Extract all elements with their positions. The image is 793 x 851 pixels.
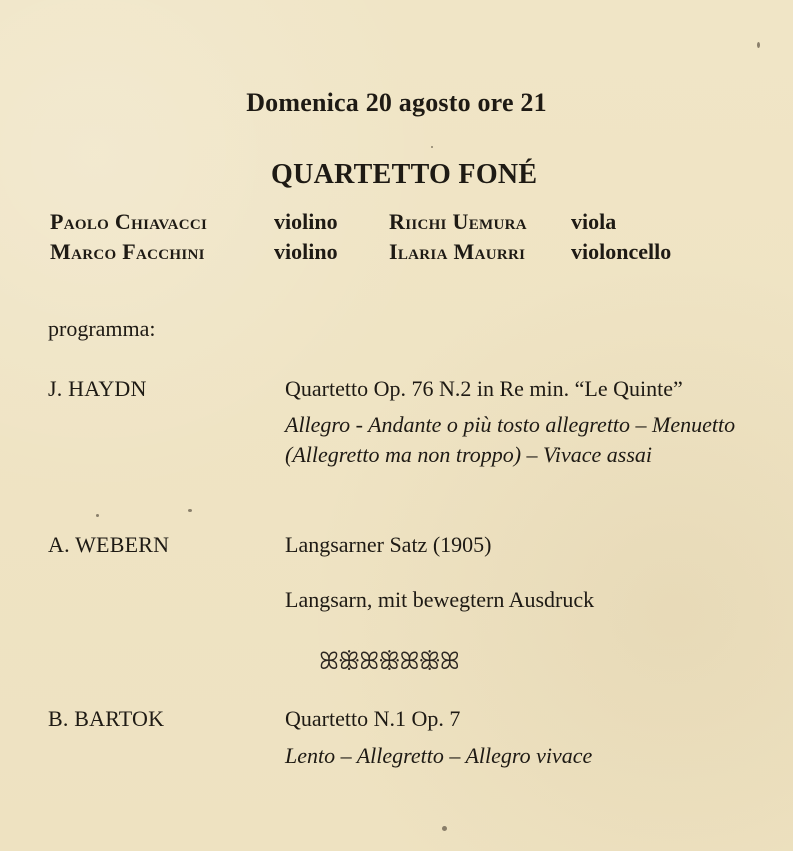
paper-speck	[188, 509, 192, 512]
movements-webern: Langsarn, mit bewegtern Ausdruck	[285, 587, 595, 612]
movements-haydn: Allegro - Andante o più tosto allegretto – Menuetto (Allegretto ma non troppo) – Vivace assai	[285, 412, 736, 467]
event-date-time: Domenica 20 agosto ore 21	[246, 88, 547, 117]
work-title-webern: Langsarner Satz (1905)	[285, 532, 492, 557]
movements-bartok: Lento – Allegretto – Allegro vivace	[285, 743, 593, 768]
quartet-name: QUARTETTO FONÉ	[271, 159, 538, 190]
ornamental-divider: ꕤꕥꕤꕥꕤꕥꕤ	[319, 649, 459, 675]
work-title-haydn: Quartetto Op. 76 N.2 in Re min. “Le Quinte”	[285, 376, 683, 401]
musician-instrument-4: violoncello	[571, 239, 672, 264]
musician-name-1: Paolo Chiavacci	[50, 209, 208, 234]
musician-instrument-3: viola	[571, 209, 617, 234]
paper-speck	[442, 826, 447, 831]
composer-haydn: J. HAYDN	[48, 376, 147, 401]
musician-name-4: Ilaria Maurri	[389, 239, 526, 264]
paper-speck	[96, 514, 99, 517]
paper-speck	[757, 42, 760, 48]
musician-name-3: Riichi Uemura	[389, 209, 527, 234]
paper-speck	[431, 146, 433, 148]
musician-instrument-2: violino	[274, 239, 338, 264]
program-label: programma:	[48, 316, 156, 341]
composer-webern: A. WEBERN	[48, 532, 170, 557]
work-title-bartok: Quartetto N.1 Op. 7	[285, 706, 461, 731]
musician-name-2: Marco Facchini	[50, 239, 205, 264]
musician-instrument-1: violino	[274, 209, 338, 234]
composer-bartok: B. BARTOK	[48, 706, 165, 731]
